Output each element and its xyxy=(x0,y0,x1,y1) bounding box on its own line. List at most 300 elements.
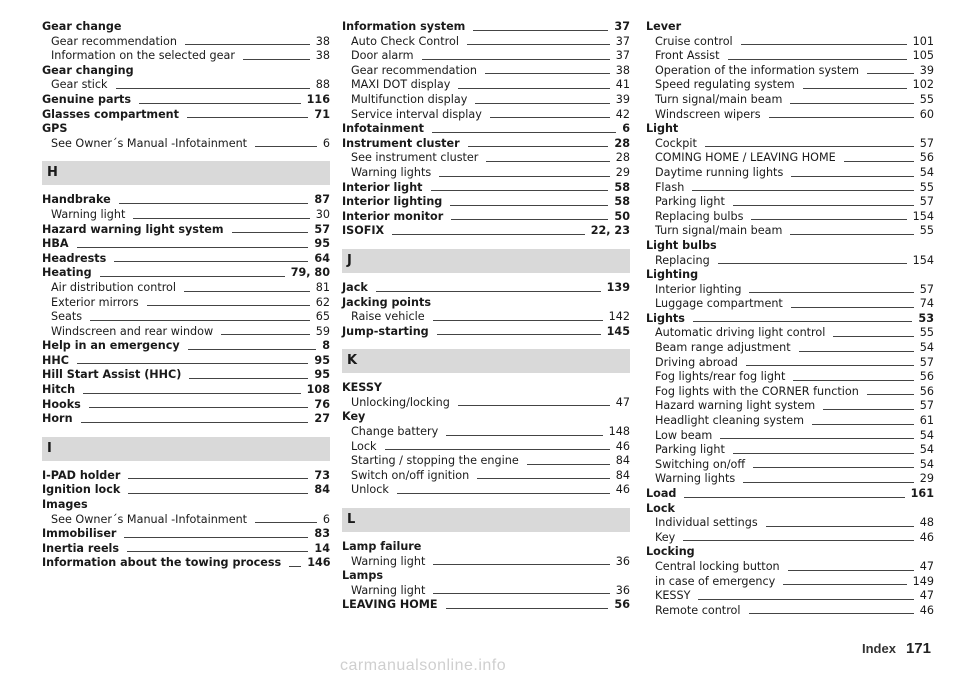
leader-line xyxy=(221,334,310,335)
entry-page-number: 28 xyxy=(615,151,630,165)
entry-label: Ignition lock xyxy=(42,483,121,497)
leader-line xyxy=(446,435,602,436)
entry-label: Key xyxy=(655,530,676,544)
entry-label: Lever xyxy=(646,20,682,33)
leader-line xyxy=(783,584,906,585)
entry-label: Genuine parts xyxy=(42,92,132,106)
index-column-2 xyxy=(342,20,630,613)
entry-label: Heating xyxy=(42,266,92,280)
leader-line xyxy=(867,73,914,74)
entry-page-number: 116 xyxy=(306,92,330,106)
entry-page-number: 48 xyxy=(919,516,934,530)
index-subentry xyxy=(342,310,630,325)
entry-page-number: 54 xyxy=(919,428,934,442)
entry-label: Cockpit xyxy=(655,136,697,150)
index-subentry xyxy=(646,531,934,546)
leader-line xyxy=(793,380,913,381)
entry-label: Service interval display xyxy=(351,107,482,121)
leader-line xyxy=(790,234,913,235)
entry-page-number: 37 xyxy=(615,49,630,63)
index-entry xyxy=(42,93,330,108)
leader-line xyxy=(133,218,309,219)
entry-page-number: 149 xyxy=(912,574,934,588)
index-subentry xyxy=(342,483,630,498)
index-subentry xyxy=(342,64,630,79)
entry-label: Cruise control xyxy=(655,34,733,48)
index-subentry xyxy=(646,35,934,50)
leader-line xyxy=(124,537,308,538)
index-subentry xyxy=(646,283,934,298)
index-entry xyxy=(42,368,330,383)
index-subentry xyxy=(646,385,934,400)
entry-page-number: 42 xyxy=(615,107,630,121)
index-entry xyxy=(342,181,630,196)
entry-page-number: 56 xyxy=(919,370,934,384)
leader-line xyxy=(490,117,610,118)
entry-label: KESSY xyxy=(655,589,691,603)
leader-line xyxy=(184,291,310,292)
entry-page-number: 54 xyxy=(919,457,934,471)
leader-line xyxy=(527,464,610,465)
index-entry xyxy=(42,469,330,484)
leader-line xyxy=(733,205,914,206)
leader-line xyxy=(720,438,913,439)
index-subentry xyxy=(646,64,934,79)
leader-line xyxy=(844,161,914,162)
entry-page-number: 46 xyxy=(919,530,934,544)
entry-page-number: 57 xyxy=(919,195,934,209)
index-subentry xyxy=(342,93,630,108)
entry-label: Glasses compartment xyxy=(42,107,179,121)
entry-page-number: 55 xyxy=(919,224,934,238)
leader-line xyxy=(77,247,309,248)
entry-label: Change battery xyxy=(351,425,439,439)
leader-line xyxy=(799,351,914,352)
index-subentry xyxy=(646,195,934,210)
index-subentry xyxy=(646,429,934,444)
entry-label: Lamps xyxy=(342,569,384,583)
entry-label: Fog lights/rear fog light xyxy=(655,370,786,384)
index-subentry xyxy=(42,35,330,50)
leader-line xyxy=(749,292,913,293)
entry-page-number: 54 xyxy=(919,165,934,179)
entry-label: Infotainment xyxy=(342,122,424,136)
entry-label: Hazard warning light system xyxy=(42,222,224,236)
index-entry xyxy=(42,237,330,252)
leader-line xyxy=(255,146,317,147)
leader-line xyxy=(746,365,914,366)
leader-line xyxy=(187,117,308,118)
leader-line xyxy=(769,117,914,118)
index-entry xyxy=(646,268,934,283)
index-subentry xyxy=(646,472,934,487)
index-subentry xyxy=(342,166,630,181)
entry-page-number: 29 xyxy=(615,165,630,179)
index-subentry xyxy=(342,454,630,469)
index-subentry xyxy=(342,555,630,570)
index-column-1 xyxy=(42,20,330,571)
leader-line xyxy=(766,526,914,527)
entry-page-number: 73 xyxy=(314,468,330,482)
letter-heading: H xyxy=(42,161,330,185)
entry-label: Key xyxy=(342,410,366,424)
leader-line xyxy=(477,478,610,479)
index-entry xyxy=(42,193,330,208)
index-subentry xyxy=(42,296,330,311)
index-subentry xyxy=(646,326,934,341)
entry-label: Front Assist xyxy=(655,49,720,63)
entry-label: Parking light xyxy=(655,443,725,457)
leader-line xyxy=(397,493,610,494)
entry-page-number: 47 xyxy=(919,589,934,603)
entry-page-number: 74 xyxy=(919,297,934,311)
leader-line xyxy=(749,613,914,614)
entry-label: Operation of the information system xyxy=(655,63,860,77)
entry-page-number: 62 xyxy=(315,295,330,309)
index-subentry xyxy=(342,108,630,123)
index-subentry xyxy=(646,78,934,93)
leader-line xyxy=(751,219,906,220)
leader-line xyxy=(823,409,914,410)
entry-label: See instrument cluster xyxy=(351,151,479,165)
entry-page-number: 84 xyxy=(615,454,630,468)
index-subentry xyxy=(646,589,934,604)
entry-page-number: 57 xyxy=(919,136,934,150)
entry-page-number: 64 xyxy=(314,251,330,265)
entry-label: Unlock xyxy=(351,483,389,497)
leader-line xyxy=(100,276,285,277)
index-entry xyxy=(42,223,330,238)
entry-page-number: 53 xyxy=(918,311,934,325)
entry-label: COMING HOME / LEAVING HOME xyxy=(655,151,836,165)
entry-label: Starting / stopping the engine xyxy=(351,454,519,468)
entry-label: Hitch xyxy=(42,383,76,397)
leader-line xyxy=(705,146,914,147)
letter-heading: J xyxy=(342,249,630,273)
entry-page-number: 105 xyxy=(912,49,934,63)
entry-page-number: 6 xyxy=(322,512,330,526)
leader-line xyxy=(439,176,610,177)
entry-page-number: 84 xyxy=(314,483,330,497)
leader-line xyxy=(127,551,308,552)
entry-label: Light bulbs xyxy=(646,238,717,252)
entry-label: Remote control xyxy=(655,603,741,617)
leader-line xyxy=(116,88,310,89)
index-subentry xyxy=(42,513,330,528)
entry-page-number: 81 xyxy=(315,280,330,294)
leader-line xyxy=(473,30,608,31)
watermark: carmanualsonline.info xyxy=(340,657,507,674)
leader-line xyxy=(189,378,308,379)
entry-page-number: 41 xyxy=(615,78,630,92)
entry-label: LEAVING HOME xyxy=(342,598,438,612)
entry-label: Information system xyxy=(342,20,466,33)
leader-line xyxy=(803,88,907,89)
entry-page-number: 47 xyxy=(919,559,934,573)
leader-line xyxy=(119,203,309,204)
index-subentry xyxy=(646,108,934,123)
entry-page-number: 56 xyxy=(919,151,934,165)
entry-label: Switching on/off xyxy=(655,457,746,471)
leader-line xyxy=(753,467,914,468)
index-subentry xyxy=(646,575,934,590)
entry-label: Gear recommendation xyxy=(51,34,177,48)
index-entry xyxy=(42,556,330,571)
entry-label: MAXI DOT display xyxy=(351,78,451,92)
index-subentry xyxy=(646,93,934,108)
entry-label: Interior light xyxy=(342,180,423,194)
entry-page-number: 8 xyxy=(322,339,330,353)
entry-label: Daytime running lights xyxy=(655,165,784,179)
entry-label: Warning lights xyxy=(351,165,432,179)
index-subentry xyxy=(646,166,934,181)
entry-label: Headrests xyxy=(42,251,107,265)
entry-label: Flash xyxy=(655,180,685,194)
index-subentry xyxy=(646,604,934,619)
index-entry xyxy=(342,210,630,225)
index-entry xyxy=(42,20,330,35)
leader-line xyxy=(376,291,601,292)
index-entry xyxy=(342,195,630,210)
leader-line xyxy=(432,132,616,133)
index-subentry xyxy=(342,49,630,64)
leader-line xyxy=(683,540,913,541)
index-entry xyxy=(646,545,934,560)
index-entry xyxy=(342,296,630,311)
entry-page-number: 83 xyxy=(314,527,330,541)
index-subentry xyxy=(646,181,934,196)
leader-line xyxy=(741,44,907,45)
entry-label: GPS xyxy=(42,122,68,136)
leader-line xyxy=(392,234,585,235)
leader-line xyxy=(188,349,317,350)
entry-page-number: 57 xyxy=(919,355,934,369)
leader-line xyxy=(467,44,610,45)
entry-page-number: 55 xyxy=(919,180,934,194)
entry-page-number: 58 xyxy=(614,195,630,209)
entry-label: Warning lights xyxy=(655,472,736,486)
entry-page-number: 161 xyxy=(910,487,934,500)
entry-label: Automatic driving light control xyxy=(655,326,826,340)
index-entry xyxy=(42,498,330,513)
entry-label: Turn signal/main beam xyxy=(655,92,783,106)
index-column-3 xyxy=(646,20,934,618)
entry-label: Replacing bulbs xyxy=(655,209,744,223)
leader-line xyxy=(128,493,308,494)
entry-label: Warning light xyxy=(51,207,126,221)
entry-label: ISOFIX xyxy=(342,224,385,238)
index-entry xyxy=(42,383,330,398)
entry-page-number: 102 xyxy=(912,78,934,92)
entry-label: Jacking points xyxy=(342,295,431,309)
entry-page-number: 46 xyxy=(615,483,630,497)
leader-line xyxy=(232,232,309,233)
leader-line xyxy=(451,219,608,220)
entry-page-number: 95 xyxy=(314,368,330,382)
entry-label: Driving abroad xyxy=(655,355,738,369)
entry-label: Replacing xyxy=(655,253,710,267)
leader-line xyxy=(289,566,301,567)
entry-label: Luggage compartment xyxy=(655,297,783,311)
entry-page-number: 95 xyxy=(314,353,330,367)
leader-line xyxy=(743,482,914,483)
index-subentry xyxy=(42,325,330,340)
entry-label: Load xyxy=(646,487,677,500)
leader-line xyxy=(698,599,913,600)
leader-line xyxy=(468,146,609,147)
leader-line xyxy=(728,59,907,60)
index-entry xyxy=(342,410,630,425)
footer-page-number: 171 xyxy=(905,640,931,657)
leader-line xyxy=(458,88,609,89)
entry-page-number: 29 xyxy=(919,472,934,486)
entry-label: Handbrake xyxy=(42,193,111,207)
index-entry xyxy=(42,108,330,123)
index-subentry xyxy=(646,516,934,531)
index-entry xyxy=(646,487,934,502)
entry-page-number: 46 xyxy=(615,439,630,453)
footer-section-title: Index xyxy=(862,641,896,656)
index-subentry xyxy=(646,370,934,385)
leader-line xyxy=(788,570,914,571)
index-subentry xyxy=(646,560,934,575)
letter-heading: L xyxy=(342,508,630,532)
index-subentry xyxy=(342,35,630,50)
index-subentry xyxy=(42,137,330,152)
entry-page-number: 57 xyxy=(919,399,934,413)
entry-label: I-PAD holder xyxy=(42,468,121,482)
index-entry xyxy=(42,122,330,137)
index-entry xyxy=(42,542,330,557)
entry-page-number: 108 xyxy=(306,383,330,397)
entry-label: Raise vehicle xyxy=(351,310,425,324)
leader-line xyxy=(89,407,309,408)
index-entry xyxy=(42,527,330,542)
index-subentry xyxy=(646,210,934,225)
leader-line xyxy=(81,422,309,423)
entry-label: Speed regulating system xyxy=(655,78,795,92)
index-subentry xyxy=(42,310,330,325)
entry-page-number: 88 xyxy=(315,78,330,92)
entry-page-number: 47 xyxy=(615,395,630,409)
entry-page-number: 39 xyxy=(919,63,934,77)
leader-line xyxy=(812,424,914,425)
leader-line xyxy=(90,320,310,321)
entry-page-number: 37 xyxy=(614,20,630,33)
index-subentry xyxy=(646,297,934,312)
leader-line xyxy=(791,307,914,308)
index-subentry xyxy=(646,224,934,239)
index-entry xyxy=(42,398,330,413)
leader-line xyxy=(718,263,907,264)
entry-page-number: 57 xyxy=(314,222,330,236)
leader-line xyxy=(791,176,913,177)
index-entry xyxy=(342,598,630,613)
entry-label: Jump-starting xyxy=(342,324,429,338)
entry-label: Auto Check Control xyxy=(351,34,459,48)
entry-label: Gear changing xyxy=(42,63,134,77)
entry-label: Gear recommendation xyxy=(351,63,477,77)
entry-page-number: 46 xyxy=(919,603,934,617)
index-subentry xyxy=(646,399,934,414)
entry-page-number: 148 xyxy=(608,425,630,439)
entry-label: Door alarm xyxy=(351,49,414,63)
entry-label: Lock xyxy=(351,439,377,453)
index-subentry xyxy=(42,208,330,223)
entry-label: Hill Start Assist (HHC) xyxy=(42,368,182,382)
leader-line xyxy=(433,564,609,565)
leader-line xyxy=(431,190,609,191)
index-subentry xyxy=(342,396,630,411)
entry-label: Parking light xyxy=(655,195,725,209)
entry-label: Warning light xyxy=(351,583,426,597)
index-entry xyxy=(646,20,934,35)
index-entry xyxy=(342,381,630,396)
entry-page-number: 38 xyxy=(315,34,330,48)
leader-line xyxy=(733,453,914,454)
entry-label: Light xyxy=(646,122,679,136)
entry-label: HBA xyxy=(42,237,69,251)
entry-label: Locking xyxy=(646,545,695,559)
entry-label: Central locking button xyxy=(655,559,780,573)
entry-page-number: 30 xyxy=(315,207,330,221)
index-subentry xyxy=(342,469,630,484)
index-entry xyxy=(42,252,330,267)
leader-line xyxy=(385,449,610,450)
leader-line xyxy=(139,103,301,104)
entry-label: Switch on/off ignition xyxy=(351,468,470,482)
index-entry xyxy=(646,312,934,327)
entry-page-number: 56 xyxy=(919,384,934,398)
entry-page-number: 57 xyxy=(919,282,934,296)
entry-label: in case of emergency xyxy=(655,574,776,588)
leader-line xyxy=(833,336,913,337)
entry-label: Interior lighting xyxy=(342,195,443,209)
entry-page-number: 139 xyxy=(606,280,630,294)
index-entry xyxy=(42,266,330,281)
entry-page-number: 95 xyxy=(314,237,330,251)
leader-line xyxy=(475,103,609,104)
entry-page-number: 58 xyxy=(614,180,630,194)
entry-page-number: 154 xyxy=(912,209,934,223)
entry-label: Immobiliser xyxy=(42,527,117,541)
entry-label: Instrument cluster xyxy=(342,136,460,150)
index-entry xyxy=(342,224,630,239)
entry-label: Information on the selected gear xyxy=(51,49,235,63)
entry-label: KESSY xyxy=(342,381,383,395)
leader-line xyxy=(185,44,310,45)
entry-label: Fog lights with the CORNER function xyxy=(655,384,859,398)
letter-heading: K xyxy=(342,349,630,373)
entry-label: Multifunction display xyxy=(351,92,468,106)
entry-page-number: 55 xyxy=(919,92,934,106)
index-subentry xyxy=(42,78,330,93)
entry-page-number: 146 xyxy=(307,556,331,570)
index-entry xyxy=(646,239,934,254)
index-subentry xyxy=(646,356,934,371)
index-entry xyxy=(342,281,630,296)
leader-line xyxy=(450,205,608,206)
entry-label: Hazard warning light system xyxy=(655,399,816,413)
entry-page-number: 79, 80 xyxy=(290,266,330,280)
entry-label: Jack xyxy=(342,280,368,294)
entry-label: Exterior mirrors xyxy=(51,295,139,309)
leader-line xyxy=(446,608,609,609)
index-subentry xyxy=(646,151,934,166)
entry-label: Lock xyxy=(646,501,675,515)
leader-line xyxy=(458,405,610,406)
entry-label: See Owner´s Manual -Infotainment xyxy=(51,136,248,150)
